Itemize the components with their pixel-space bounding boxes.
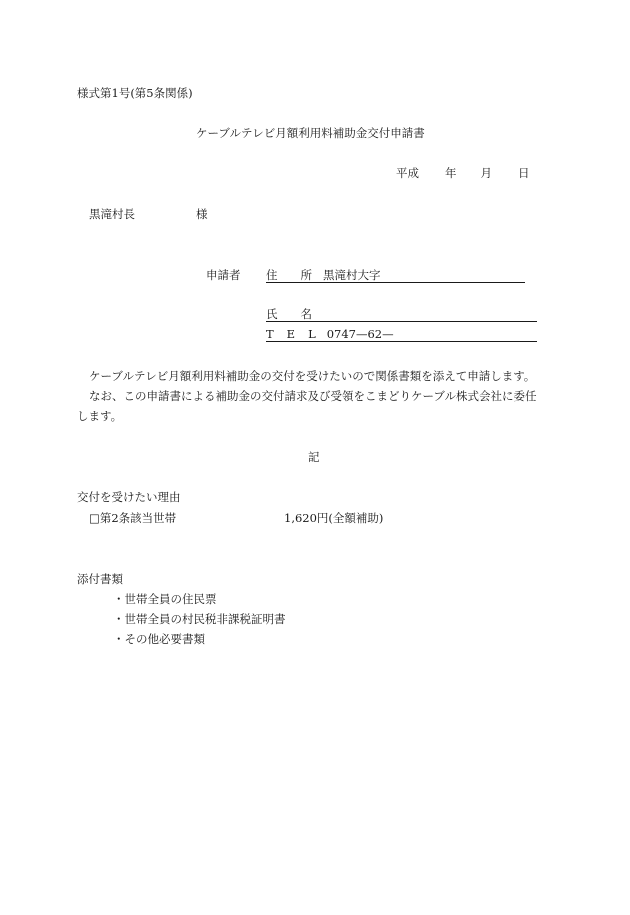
addressee-honorific: 様 (196, 207, 208, 221)
address-label-1: 住 (266, 268, 278, 282)
date-line (396, 166, 530, 180)
tel-value: 0747—62— (326, 327, 394, 341)
applicant-label: 申請者 (206, 268, 241, 282)
name-label-2: 名 (300, 307, 312, 321)
address-label-2: 所 (300, 268, 312, 282)
ki-mark: 記 (308, 450, 320, 464)
name-label-1: 氏 (266, 307, 278, 321)
attachments-heading: 添付書類 (77, 572, 123, 586)
attachment-item: ・世帯全員の村民税非課税証明書 (113, 612, 286, 626)
tel-field (266, 327, 537, 342)
attachment-item: ・その他必要書類 (113, 632, 205, 646)
date-era: 平成 (396, 166, 419, 180)
date-year: 年 (445, 166, 457, 180)
document-title: ケーブルテレビ月額利用料補助金交付申請書 (196, 126, 425, 140)
body-paragraph-2-line-2: します。 (77, 409, 123, 423)
household-checkbox-label: □第2条該当世帯 (89, 511, 177, 525)
body-paragraph-2-line-1: なお、この申請書による補助金の交付請求及び受領をこまどりケーブル株式会社に委任 (89, 389, 537, 403)
date-month: 月 (480, 166, 492, 180)
form-number: 様式第1号(第5条関係) (77, 86, 193, 100)
address-value: 黒滝村大字 (323, 268, 381, 282)
subsidy-amount: 1,620円(全額補助) (284, 511, 384, 525)
tel-label-1: T (266, 327, 274, 341)
date-day: 日 (518, 166, 530, 180)
attachment-item: ・世帯全員の住民票 (113, 592, 217, 606)
addressee-name: 黒滝村長 (89, 207, 135, 221)
name-field (266, 307, 537, 322)
reason-heading: 交付を受けたい理由 (77, 490, 181, 504)
tel-label-3: L (308, 327, 316, 341)
address-field (266, 268, 525, 283)
body-paragraph-1: ケーブルテレビ月額利用料補助金の交付を受けたいので関係書類を添えて申請します。 (89, 369, 536, 383)
tel-label-2: E (286, 327, 296, 341)
